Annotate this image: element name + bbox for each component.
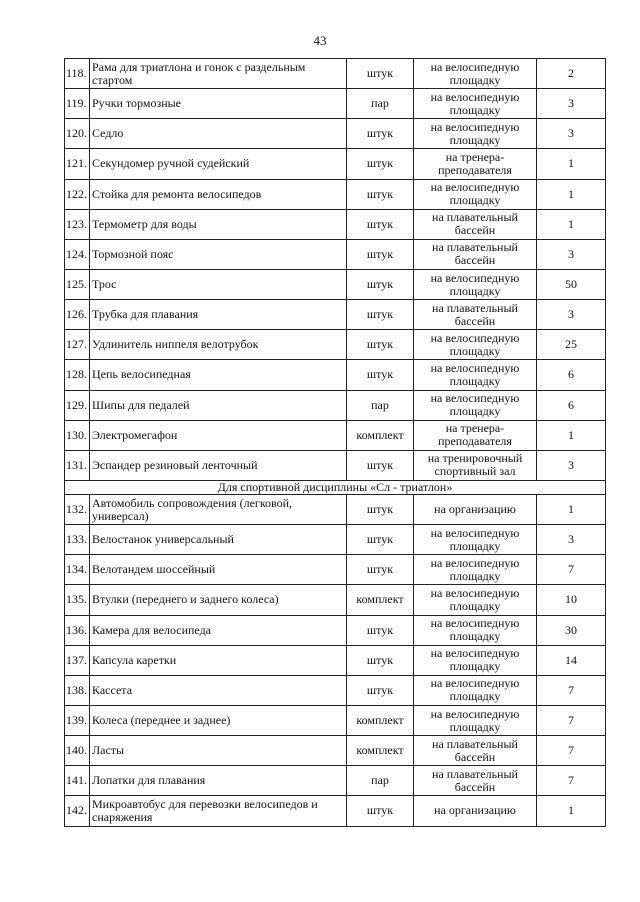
item-unit: штук	[347, 494, 414, 524]
item-number: 135.	[65, 585, 90, 615]
item-number: 134.	[65, 555, 90, 585]
item-allocation: на велосипедную площадку	[414, 525, 537, 555]
item-number: 125.	[65, 269, 90, 299]
table-row	[65, 766, 606, 796]
item-unit: штук	[347, 119, 414, 149]
item-unit: комплект	[347, 585, 414, 615]
item-allocation: на тренера-преподавателя	[414, 420, 537, 450]
item-allocation: на велосипедную площадку	[414, 59, 537, 89]
item-name: Лопатки для плавания	[90, 766, 347, 796]
item-number: 118.	[65, 59, 90, 89]
item-allocation: на велосипедную площадку	[414, 330, 537, 360]
item-unit: штук	[347, 615, 414, 645]
item-allocation: на организацию	[414, 494, 537, 524]
item-quantity: 30	[537, 615, 606, 645]
item-unit: комплект	[347, 420, 414, 450]
item-allocation: на велосипедную площадку	[414, 119, 537, 149]
item-number: 120.	[65, 119, 90, 149]
item-name: Велостанок универсальный	[90, 525, 347, 555]
item-number: 140.	[65, 736, 90, 766]
item-number: 129.	[65, 390, 90, 420]
item-unit: пар	[347, 89, 414, 119]
equipment-table	[64, 58, 606, 827]
item-allocation: на велосипедную площадку	[414, 705, 537, 735]
item-unit: штук	[347, 675, 414, 705]
item-quantity: 50	[537, 269, 606, 299]
item-name: Автомобиль сопровождения (легковой, универсал)	[90, 494, 347, 524]
item-allocation: на велосипедную площадку	[414, 555, 537, 585]
item-unit: комплект	[347, 705, 414, 735]
item-allocation: на велосипедную площадку	[414, 269, 537, 299]
item-quantity: 14	[537, 645, 606, 675]
table-row	[65, 736, 606, 766]
item-name: Ручки тормозные	[90, 89, 347, 119]
item-unit: пар	[347, 390, 414, 420]
item-unit: штук	[347, 179, 414, 209]
item-quantity: 25	[537, 330, 606, 360]
item-number: 123.	[65, 209, 90, 239]
table-row	[65, 420, 606, 450]
item-name: Термометр для воды	[90, 209, 347, 239]
item-number: 130.	[65, 420, 90, 450]
item-unit: штук	[347, 796, 414, 826]
item-quantity: 7	[537, 736, 606, 766]
item-allocation: на плавательный бассейн	[414, 736, 537, 766]
table-row	[65, 675, 606, 705]
item-name: Седло	[90, 119, 347, 149]
item-unit: штук	[347, 450, 414, 480]
item-name: Ласты	[90, 736, 347, 766]
item-quantity: 1	[537, 179, 606, 209]
item-number: 121.	[65, 149, 90, 179]
item-allocation: на велосипедную площадку	[414, 615, 537, 645]
item-allocation: на тренера-преподавателя	[414, 149, 537, 179]
item-allocation: на велосипедную площадку	[414, 360, 537, 390]
item-allocation: на велосипедную площадку	[414, 675, 537, 705]
item-quantity: 3	[537, 300, 606, 330]
item-unit: комплект	[347, 736, 414, 766]
item-allocation: на велосипедную площадку	[414, 390, 537, 420]
item-number: 122.	[65, 179, 90, 209]
table-row	[65, 645, 606, 675]
table-row	[65, 300, 606, 330]
item-name: Трос	[90, 269, 347, 299]
item-name: Удлинитель ниппеля велотрубок	[90, 330, 347, 360]
item-unit: штук	[347, 330, 414, 360]
item-quantity: 7	[537, 705, 606, 735]
item-name: Камера для велосипеда	[90, 615, 347, 645]
item-name: Эспандер резиновый ленточный	[90, 450, 347, 480]
item-unit: штук	[347, 300, 414, 330]
item-number: 119.	[65, 89, 90, 119]
item-unit: штук	[347, 59, 414, 89]
item-quantity: 2	[537, 59, 606, 89]
item-unit: штук	[347, 525, 414, 555]
table-row	[65, 269, 606, 299]
item-name: Стойка для ремонта велосипедов	[90, 179, 347, 209]
item-number: 133.	[65, 525, 90, 555]
item-quantity: 6	[537, 360, 606, 390]
item-unit: пар	[347, 766, 414, 796]
table-row	[65, 555, 606, 585]
item-allocation: на велосипедную площадку	[414, 645, 537, 675]
table-row	[65, 330, 606, 360]
item-number: 128.	[65, 360, 90, 390]
item-name: Секундомер ручной судейский	[90, 149, 347, 179]
item-quantity: 6	[537, 390, 606, 420]
table-row	[65, 615, 606, 645]
item-allocation: на плавательный бассейн	[414, 239, 537, 269]
table-row	[65, 360, 606, 390]
item-allocation: на плавательный бассейн	[414, 209, 537, 239]
table-row	[65, 494, 606, 524]
item-quantity: 7	[537, 766, 606, 796]
page-number: 43	[313, 33, 327, 48]
item-unit: штук	[347, 239, 414, 269]
item-number: 137.	[65, 645, 90, 675]
item-name: Трубка для плавания	[90, 300, 347, 330]
item-unit: штук	[347, 149, 414, 179]
table-row	[65, 149, 606, 179]
table-row	[65, 585, 606, 615]
item-quantity: 7	[537, 555, 606, 585]
table-row	[65, 239, 606, 269]
item-name: Кассета	[90, 675, 347, 705]
item-unit: штук	[347, 645, 414, 675]
item-number: 139.	[65, 705, 90, 735]
item-name: Колеса (переднее и заднее)	[90, 705, 347, 735]
item-quantity: 3	[537, 239, 606, 269]
table-row	[65, 525, 606, 555]
item-quantity: 3	[537, 525, 606, 555]
item-allocation: на тренировочный спортивный зал	[414, 450, 537, 480]
item-unit: штук	[347, 209, 414, 239]
table-row	[65, 705, 606, 735]
table-row	[65, 89, 606, 119]
item-number: 126.	[65, 300, 90, 330]
item-number: 138.	[65, 675, 90, 705]
table-row	[65, 796, 606, 826]
item-name: Микроавтобус для перевозки велосипедов и снаряжения	[90, 796, 347, 826]
item-number: 132.	[65, 494, 90, 524]
item-name: Шипы для педалей	[90, 390, 347, 420]
table-row	[65, 119, 606, 149]
item-quantity: 1	[537, 420, 606, 450]
equipment-table-body	[65, 59, 606, 827]
table-row	[65, 59, 606, 89]
item-quantity: 1	[537, 494, 606, 524]
item-unit: штук	[347, 555, 414, 585]
item-name: Рама для триатлона и гонок с раздельным стартом	[90, 59, 347, 89]
item-allocation: на велосипедную площадку	[414, 89, 537, 119]
item-allocation: на плавательный бассейн	[414, 766, 537, 796]
table-row	[65, 179, 606, 209]
item-quantity: 1	[537, 796, 606, 826]
item-number: 136.	[65, 615, 90, 645]
item-allocation: на организацию	[414, 796, 537, 826]
item-number: 124.	[65, 239, 90, 269]
item-unit: штук	[347, 360, 414, 390]
item-name: Электромегафон	[90, 420, 347, 450]
item-name: Велотандем шоссейный	[90, 555, 347, 585]
item-quantity: 10	[537, 585, 606, 615]
table-row	[65, 209, 606, 239]
item-name: Цепь велосипедная	[90, 360, 347, 390]
section-title: Для спортивной дисциплины «Сл - триатлон»	[65, 480, 606, 494]
item-number: 127.	[65, 330, 90, 360]
item-allocation: на плавательный бассейн	[414, 300, 537, 330]
item-quantity: 7	[537, 675, 606, 705]
item-quantity: 3	[537, 89, 606, 119]
item-number: 141.	[65, 766, 90, 796]
item-quantity: 3	[537, 119, 606, 149]
item-quantity: 3	[537, 450, 606, 480]
item-allocation: на велосипедную площадку	[414, 179, 537, 209]
item-name: Капсула каретки	[90, 645, 347, 675]
section-header-row	[65, 480, 606, 494]
table-row	[65, 450, 606, 480]
item-allocation: на велосипедную площадку	[414, 585, 537, 615]
item-unit: штук	[347, 269, 414, 299]
item-number: 142.	[65, 796, 90, 826]
item-name: Тормозной пояс	[90, 239, 347, 269]
item-name: Втулки (переднего и заднего колеса)	[90, 585, 347, 615]
item-number: 131.	[65, 450, 90, 480]
item-quantity: 1	[537, 149, 606, 179]
item-quantity: 1	[537, 209, 606, 239]
table-row	[65, 390, 606, 420]
